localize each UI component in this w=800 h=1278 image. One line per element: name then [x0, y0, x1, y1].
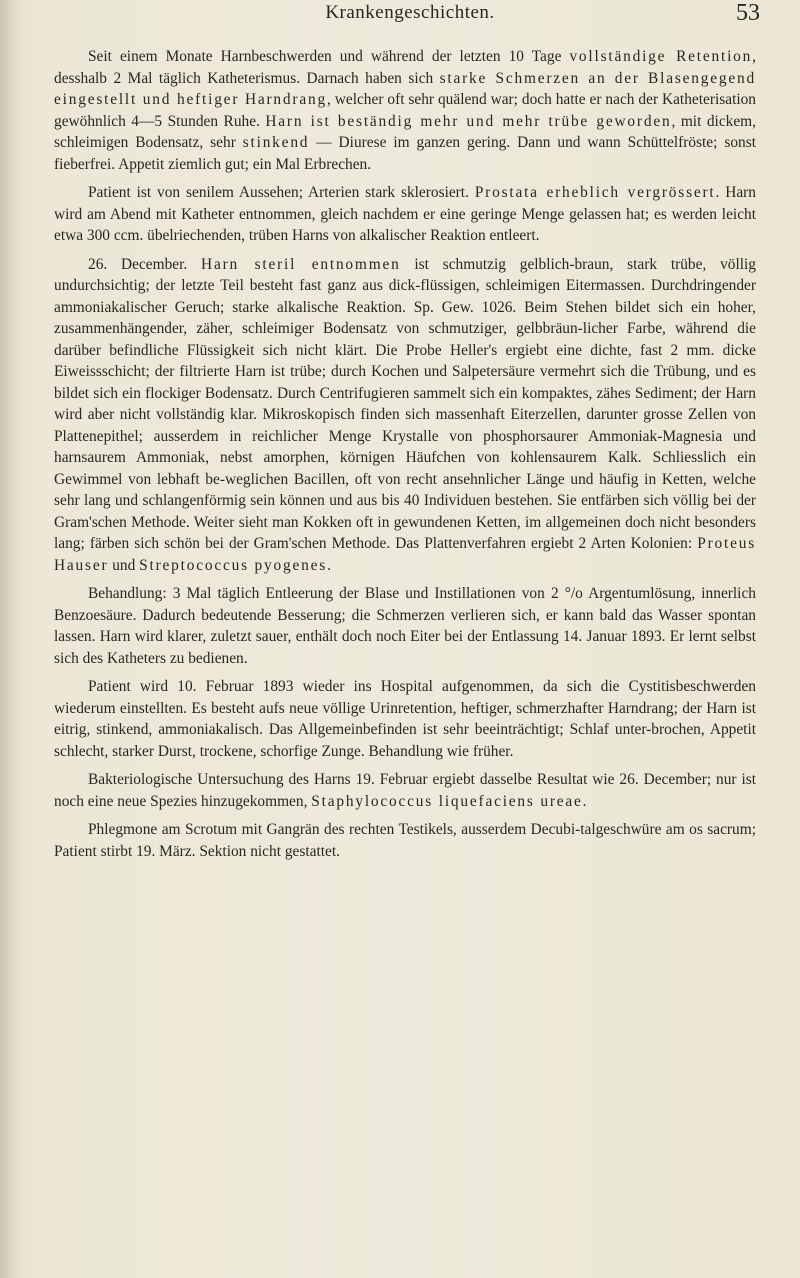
text-run: ist schmutzig gelblich-braun, stark trübe, völlig undurchsichtig; der letzte Teil besteht fast ganz aus dick-flüssigen, schleimigen Eitermassen. Durchdringender ammoniakalischer Geruch; starke alkalische Reaktion. Sp. Gew. 1026. Beim Stehen bildet sich ein hoher, zusammenhängender, zäher, schleimiger Bodensatz von schmutziger, gelbbräun-licher Farbe, während die darüber befindliche Flüssigkeit sich nicht klärt. Die Probe Heller's ergiebt eine dichte, fast 2 mm. dicke Eiweissschicht; der filtrierte Harn ist trübe; durch Kochen und Salpetersäure vermehrt sich die Trübung, und es bildet sich ein flockiger Bodensatz. Durch Centrifugieren sammelt sich ein kompaktes, zähes Sediment; der Harn wird aber nicht vollständig klar. Mikroskopisch finden sich massenhaft Eiterzellen, darunter grosse Zellen von Plattenepithel; ausserdem in reichlicher Menge Krystalle von phosphorsaurer Ammoniak-Magnesia und harnsaurem Ammoniak, nebst amorphen, körnigen Häufchen von kohlensaurem Kalk. Schliesslich ein Gewimmel von lebhaft be-weglichen Bacillen, oft von recht ansehnlicher Länge und häufig in Ketten, welche sehr lang und schlangenförmig sein können und aus bis 40 Individuen bestehen. Sie entfärben sich völlig bei der Gram'schen Methode. Weiter sieht man Kokken oft in gewundenen Ketten, im allgemeinen doch nicht besonders lang; färben sich schön bei der Gram'schen Methode. Das Plattenverfahren ergiebt 2 Arten Kolonien: — [54, 255, 756, 552]
text-run: 26. December. — [88, 255, 202, 273]
text-run: Behandlung: 3 Mal täglich Entleerung der Blase und Instillationen von 2 °/o Argentumlösung, innerlich Benzoesäure. Dadurch bedeutende Besserung; die Schmerzen verlieren sich, er kann bald das Wasser spontan lassen. Harn wird klarer, zuletzt sauer, enthält doch noch Eiter bei der Entlassung 14. Januar 1893. Er lernt selbst sich des Katheters zu bedienen. — [54, 585, 756, 667]
text-run: , welcher oft sehr quälend war; doch hatte er nach der Katheterisation gewöhnlich 4—5 Stunden Ruhe. — [54, 91, 757, 130]
text-run: — Diurese im ganzen gering. Dann und wann Schüttelfröste; sonst fieberfrei. Appetit ziemlich gut; ein Mal Erbrechen. — [54, 134, 756, 173]
paragraph — [54, 46, 756, 175]
text-run: . — [327, 556, 331, 574]
running-head-title: Krankengeschichten. — [325, 2, 495, 23]
running-head — [60, 0, 760, 36]
text-run: Patient wird 10. Februar 1893 wieder ins Hospital aufgenommen, da sich die Cystitisbeschwerden wiederum einstellten. Es besteht aufs neue völlige Urinretention, heftiger, schmerzhafter Harndrang; der Harn ist eitrig, stinkend, ammoniakalisch. Das Allgemeinbefinden ist sehr beeinträchtigt; Schlaf unter-brochen, Appetit schlecht, starker Durst, trockene, schorfige Zunge. Behandlung wie früher. — [54, 678, 756, 760]
page-number: 53 — [736, 0, 760, 26]
spaced-emphasis-text: Streptococcus pyogenes — [139, 556, 328, 574]
text-run: Bakteriologische Untersuchung des Harns 19. Februar ergiebt dasselbe Resultat wie 26. December; nur ist noch eine neue Spezies hinzugekommen, — [54, 771, 756, 810]
spaced-emphasis-text: vollständige Retention — [569, 48, 753, 65]
paragraph — [54, 583, 756, 669]
spaced-emphasis-text: Prostata erheblich vergrössert — [474, 184, 716, 201]
spaced-emphasis-text: stinkend — [242, 134, 310, 151]
text-run: . — [582, 792, 587, 810]
spaced-emphasis-text: Proteus Hauser — [54, 535, 756, 574]
text-run: Phlegmone am Scrotum mit Gangrän des rechten Testikels, ausserdem Decubi-talgeschwüre am os sacrum; Patient stirbt 19. März. Sektion nicht gestattet. — [54, 821, 756, 860]
text-run: . Harn wird am Abend mit Katheter entnommen, gleich nachdem er eine geringe Menge gelassen hat; es werden leicht etwa 300 ccm. übelriechenden, trüben Harns von alkalischer Reaktion entleert. — [54, 184, 757, 244]
body-text — [54, 46, 756, 869]
paragraph — [54, 254, 756, 577]
spaced-emphasis-text: Harn steril entnommen — [201, 255, 401, 273]
spaced-emphasis-text: Staphylococcus liquefaciens ureae — [311, 792, 583, 810]
text-run: Patient ist von senilem Aussehen; Arterien stark sklerosiert. — [88, 184, 475, 201]
text-run: , mit dickem, schleimigen Bodensatz, sehr — [54, 112, 756, 151]
text-run: und — [108, 556, 140, 574]
paragraph — [54, 769, 756, 812]
text-run: , desshalb 2 Mal täglich Katheterismus. Darnach haben sich — [54, 48, 756, 87]
text-run: Seit einem Monate Harnbeschwerden und während der letzten 10 Tage — [88, 48, 570, 65]
spaced-emphasis-text: Harn ist beständig mehr und mehr trübe geworden — [265, 112, 672, 130]
paragraph — [54, 819, 756, 862]
scan-binding-shadow — [0, 0, 18, 1278]
spaced-emphasis-text: starke Schmerzen an der Blasengegend eingestellt und heftiger Harndrang — [54, 69, 756, 108]
paragraph — [54, 676, 756, 762]
paragraph — [54, 182, 756, 247]
